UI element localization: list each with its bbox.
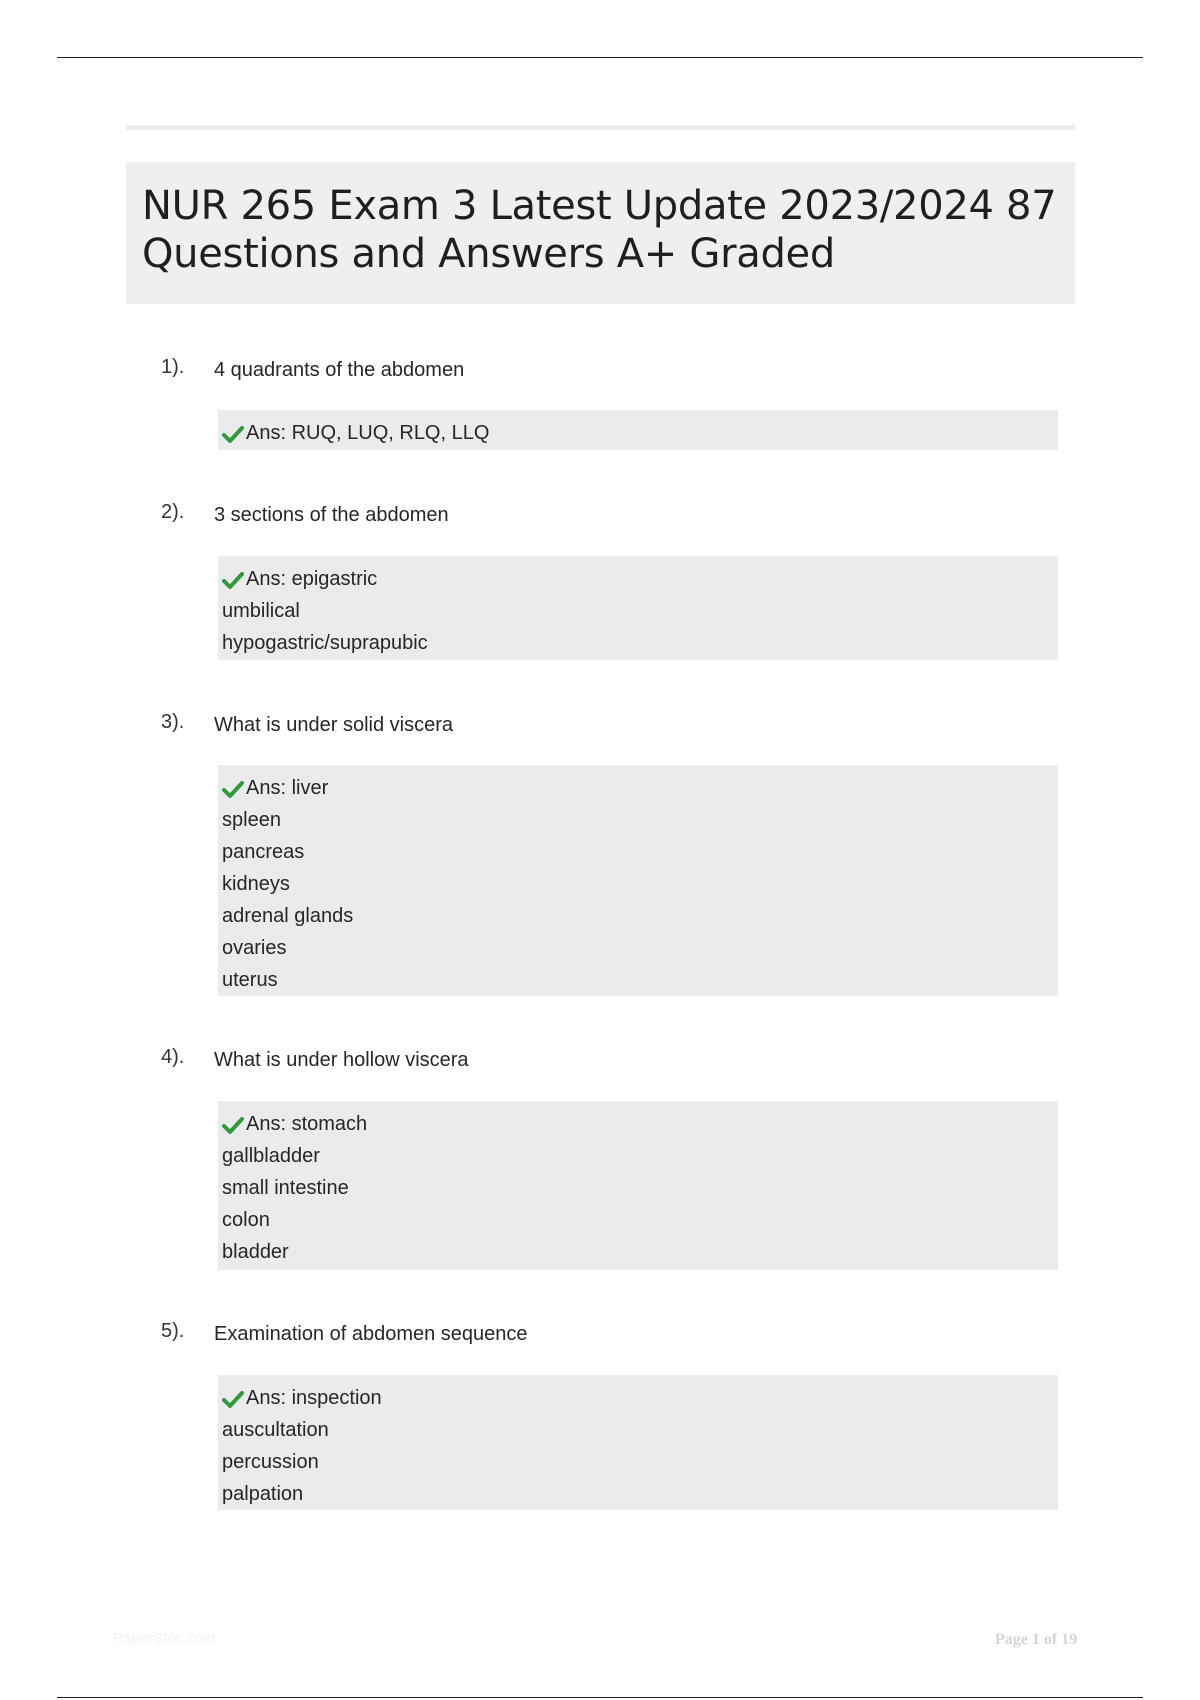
watermark: PaperStoc.com bbox=[113, 1630, 216, 1647]
title-banner bbox=[126, 162, 1075, 304]
answer-line: gallbladder bbox=[222, 1145, 320, 1167]
question-number: 2). bbox=[161, 501, 185, 523]
question-number: 1). bbox=[161, 356, 185, 378]
answer-line: spleen bbox=[222, 809, 281, 831]
answer-box bbox=[218, 1375, 1058, 1510]
answer-line: uterus bbox=[222, 969, 278, 991]
answer-line: Ans: stomach bbox=[222, 1108, 1058, 1140]
answer-line: adrenal glands bbox=[222, 905, 354, 927]
answer-line: percussion bbox=[222, 1451, 319, 1473]
question-number: 5). bbox=[161, 1320, 185, 1342]
answer-line: small intestine bbox=[222, 1177, 349, 1199]
checkmark-icon bbox=[222, 424, 244, 444]
answer-line: ovaries bbox=[222, 937, 287, 959]
checkmark-icon bbox=[222, 779, 244, 799]
answer-line: Ans: RUQ, LUQ, RLQ, LLQ bbox=[222, 417, 1058, 449]
title-divider bbox=[126, 125, 1075, 130]
answer-line: pancreas bbox=[222, 841, 305, 863]
question-text: 3 sections of the abdomen bbox=[214, 504, 449, 526]
question-text: What is under hollow viscera bbox=[214, 1049, 469, 1071]
answer-line: Ans: liver bbox=[222, 772, 1058, 804]
top-rule bbox=[57, 57, 1143, 58]
answer-box bbox=[218, 1101, 1058, 1270]
question-number: 3). bbox=[161, 711, 185, 733]
question-text: What is under solid viscera bbox=[214, 714, 453, 736]
answer-line: bladder bbox=[222, 1241, 289, 1263]
answer-line: Ans: epigastric bbox=[222, 563, 1058, 595]
answer-line: Ans: inspection bbox=[222, 1382, 1058, 1414]
bottom-rule bbox=[57, 1697, 1143, 1698]
answer-line: auscultation bbox=[222, 1419, 329, 1441]
checkmark-icon bbox=[222, 1115, 244, 1135]
document-title: NUR 265 Exam 3 Latest Update 2023/2024 87 Questions and Answers A+ Graded bbox=[142, 183, 1057, 277]
question-text: Examination of abdomen sequence bbox=[214, 1323, 528, 1345]
answer-line: colon bbox=[222, 1209, 270, 1231]
answer-line: kidneys bbox=[222, 873, 290, 895]
answer-line: palpation bbox=[222, 1483, 304, 1505]
answer-line: umbilical bbox=[222, 600, 300, 622]
question-number: 4). bbox=[161, 1046, 185, 1068]
checkmark-icon bbox=[222, 1389, 244, 1409]
answer-line: hypogastric/suprapubic bbox=[222, 632, 428, 654]
answer-box bbox=[218, 765, 1058, 996]
question-text: 4 quadrants of the abdomen bbox=[214, 359, 465, 381]
checkmark-icon bbox=[222, 570, 244, 590]
answer-box bbox=[218, 410, 1058, 450]
answer-box bbox=[218, 556, 1058, 660]
page-number: Page 1 of 19 bbox=[995, 1631, 1078, 1648]
